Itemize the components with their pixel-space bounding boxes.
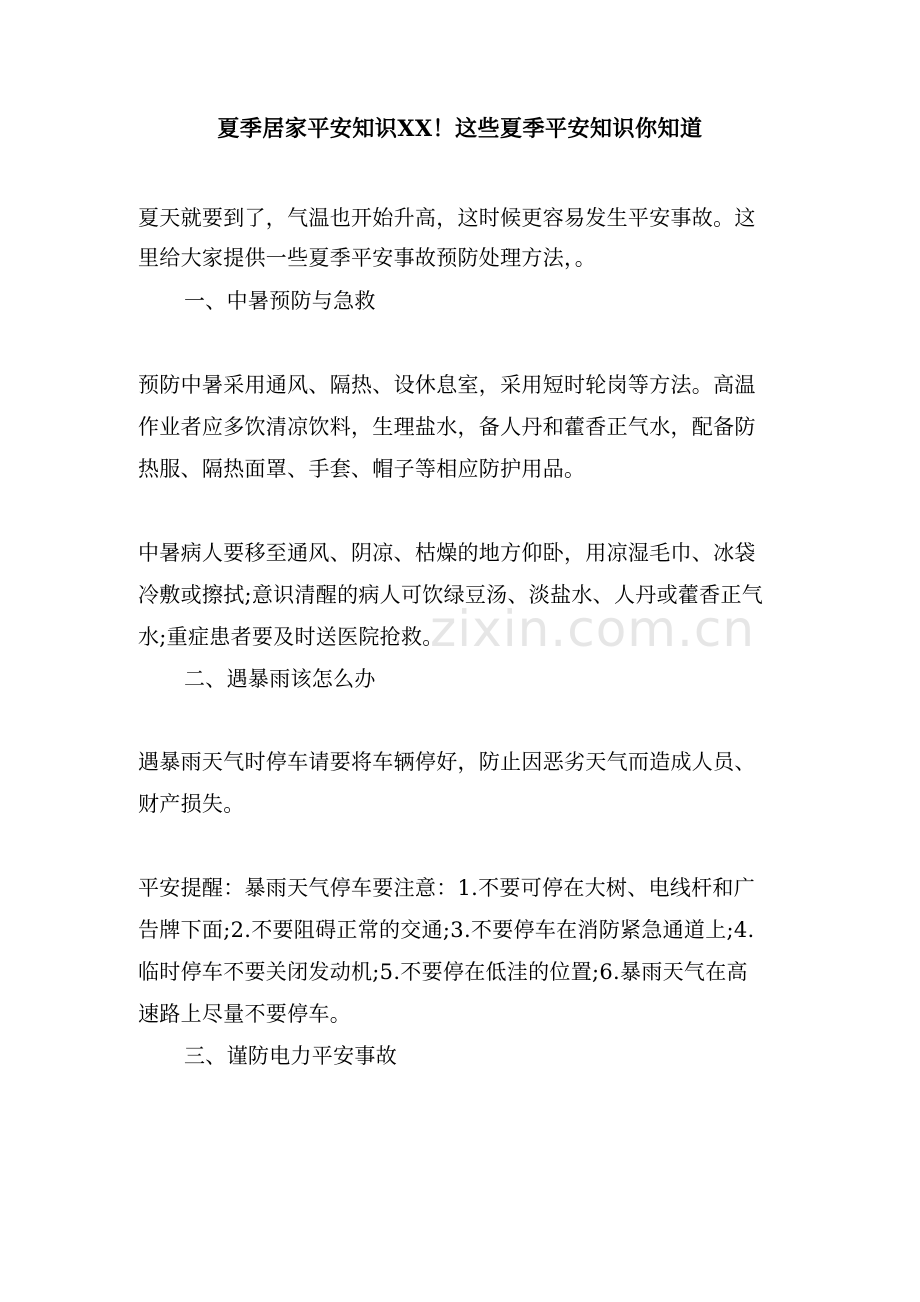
paragraph-line: 冷敷或擦拭;意识清醒的病人可饮绿豆汤、淡盐水、人丹或藿香正气 — [138, 583, 764, 607]
document-title: 夏季居家平安知识XX！这些夏季平安知识你知道 — [217, 116, 703, 142]
paragraph-line: 速路上尽量不要停车。 — [138, 1002, 351, 1026]
intro-line: 里给大家提供一些夏季平安事故预防处理方法，。 — [138, 246, 597, 270]
section-heading-2: 二、遇暴雨该怎么办 — [184, 667, 376, 691]
paragraph-line: 热服、隔热面罩、手套、帽子等相应防护用品。 — [138, 457, 586, 481]
paragraph-line: 告牌下面;2.不要阻碍正常的交通;3.不要停车在消防紧急通道上;4. — [138, 918, 755, 942]
watermark-text: zixin.com.cn — [430, 600, 756, 658]
paragraph-line: 中暑病人要移至通风、阴凉、枯燥的地方仰卧，用凉湿毛巾、冰袋 — [138, 541, 756, 565]
paragraph-line: 遇暴雨天气时停车请要将车辆停好，防止因恶劣天气而造成人员、 — [138, 750, 756, 774]
paragraph-line: 作业者应多饮清凉饮料，生理盐水，备人丹和藿香正气水，配备防 — [138, 415, 756, 439]
paragraph-line: 平安提醒：暴雨天气停车要注意：1.不要可停在大树、电线杆和广 — [138, 876, 756, 900]
paragraph-line: 临时停车不要关闭发动机;5.不要停在低洼的位置;6.暴雨天气在高 — [138, 960, 748, 984]
section-heading-3: 三、谨防电力平安事故 — [184, 1044, 397, 1068]
intro-line: 夏天就要到了，气温也开始升高，这时候更容易发生平安事故。这 — [138, 206, 756, 230]
paragraph-line: 预防中暑采用通风、隔热、设休息室，采用短时轮岗等方法。高温 — [138, 373, 756, 397]
paragraph-line: 财产损失。 — [138, 792, 245, 816]
paragraph-line: 水;重症患者要及时送医院抢救。 — [138, 625, 444, 649]
section-heading-1: 一、中暑预防与急救 — [184, 289, 376, 313]
